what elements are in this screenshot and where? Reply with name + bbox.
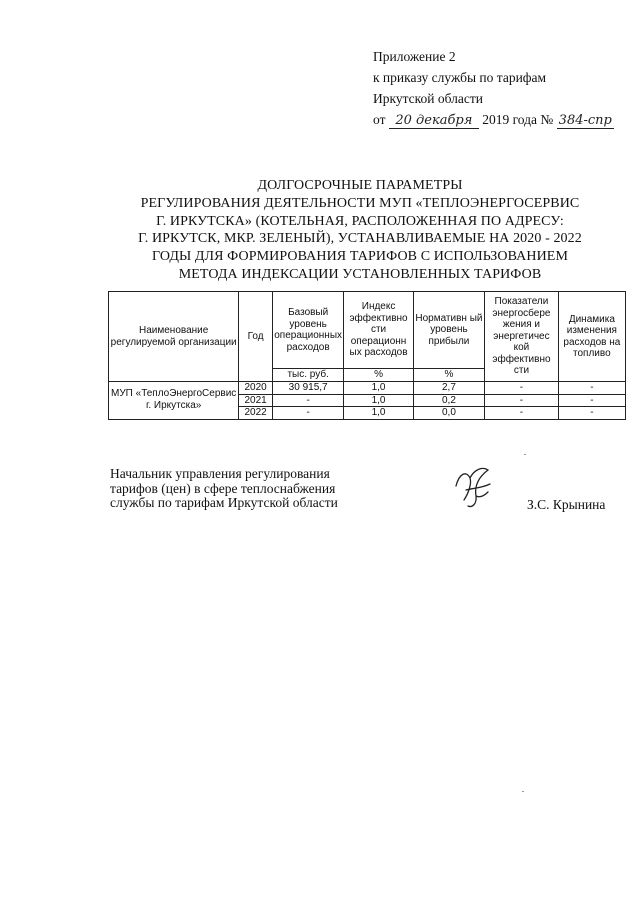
base-opex-cell: -	[272, 394, 343, 407]
header-fuel-dynamics: Динамика изменения расходов на топливо	[558, 292, 625, 382]
title-line: Г. ИРКУТСКА» (КОТЕЛЬНАЯ, РАСПОЛОЖЕННАЯ ПО АДРЕСУ:	[156, 213, 564, 229]
table-row	[109, 382, 626, 395]
fuel-dynamics-cell: -	[558, 382, 625, 395]
title-line: ГОДЫ ДЛЯ ФОРМИРОВАНИЯ ТАРИФОВ С ИСПОЛЬЗОВАНИЕМ	[151, 249, 569, 265]
signer-name: З.С. Крынина	[527, 497, 606, 512]
scan-speck	[524, 454, 526, 455]
year-cell: 2020	[239, 382, 273, 395]
title-line: ДОЛГОСРОЧНЫЕ ПАРАМЕТРЫ	[257, 178, 463, 193]
organization-cell: МУП «ТеплоЭнергоСервис г. Иркутска»	[109, 382, 239, 420]
normative-profit-cell: 0,2	[413, 394, 484, 407]
header-organization: Наименование регулируемой организации	[109, 292, 239, 382]
year-cell: 2022	[239, 407, 273, 420]
annex-title: Приложение 2	[373, 49, 456, 64]
annex-from-label: от	[373, 112, 386, 127]
header-base-opex: Базовый уровень операционных расходов	[272, 292, 343, 369]
handwritten-signature	[450, 462, 498, 512]
title-line: Г. ИРКУТСК, МКР. ЗЕЛЕНЫЙ), УСТАНАВЛИВАЕМЫЕ НА 2020 - 2022	[138, 231, 582, 247]
scan-speck	[522, 791, 524, 792]
parameters-table	[108, 291, 626, 420]
annex-block	[373, 46, 614, 130]
handwritten-date: 20 декабря	[389, 113, 479, 129]
normative-profit-cell: 2,7	[413, 382, 484, 395]
handwritten-order-number: 384-спр	[558, 113, 612, 128]
efficiency-index-cell: 1,0	[344, 382, 413, 395]
energy-efficiency-cell: -	[485, 407, 559, 420]
normative-profit-cell: 0,0	[413, 407, 484, 420]
unit-normative-profit: %	[413, 369, 484, 382]
efficiency-index-cell: 1,0	[344, 394, 413, 407]
position-line: службы по тарифам Иркутской области	[110, 495, 338, 510]
fuel-dynamics-cell: -	[558, 394, 625, 407]
title-line: РЕГУЛИРОВАНИЯ ДЕЯТЕЛЬНОСТИ МУП «ТЕПЛОЭНЕРГОСЕРВИС	[140, 195, 580, 211]
signature-position	[110, 467, 338, 511]
header-energy-efficiency: Показатели энергосбере жения и энергетичес кой эффективно сти	[485, 292, 559, 382]
header-normative-profit: Нормативн ый уровень прибыли	[413, 292, 484, 369]
annex-region: Иркутской области	[373, 91, 484, 106]
year-cell: 2021	[239, 394, 273, 407]
base-opex-cell: 30 915,7	[272, 382, 343, 395]
annex-date-line	[373, 109, 614, 130]
position-line: тарифов (цен) в сфере теплоснабжения	[110, 480, 336, 496]
base-opex-cell: -	[272, 407, 343, 420]
header-efficiency-index: Индекс эффективно сти операционн ых расходов	[344, 292, 413, 369]
unit-efficiency-index: %	[344, 369, 413, 382]
unit-base-opex: тыс. руб.	[272, 369, 343, 382]
annex-year-text: 2019 года №	[482, 112, 554, 127]
document-title	[100, 177, 620, 284]
position-line: Начальник управления регулирования	[110, 466, 330, 481]
annex-order-ref: к приказу службы по тарифам	[373, 70, 547, 85]
fuel-dynamics-cell: -	[558, 407, 625, 420]
efficiency-index-cell: 1,0	[344, 407, 413, 420]
energy-efficiency-cell: -	[485, 394, 559, 407]
energy-efficiency-cell: -	[485, 382, 559, 395]
table-header-row	[109, 292, 626, 369]
header-year: Год	[239, 292, 273, 382]
title-line: МЕТОДА ИНДЕКСАЦИИ УСТАНОВЛЕННЫХ ТАРИФОВ	[178, 266, 542, 282]
